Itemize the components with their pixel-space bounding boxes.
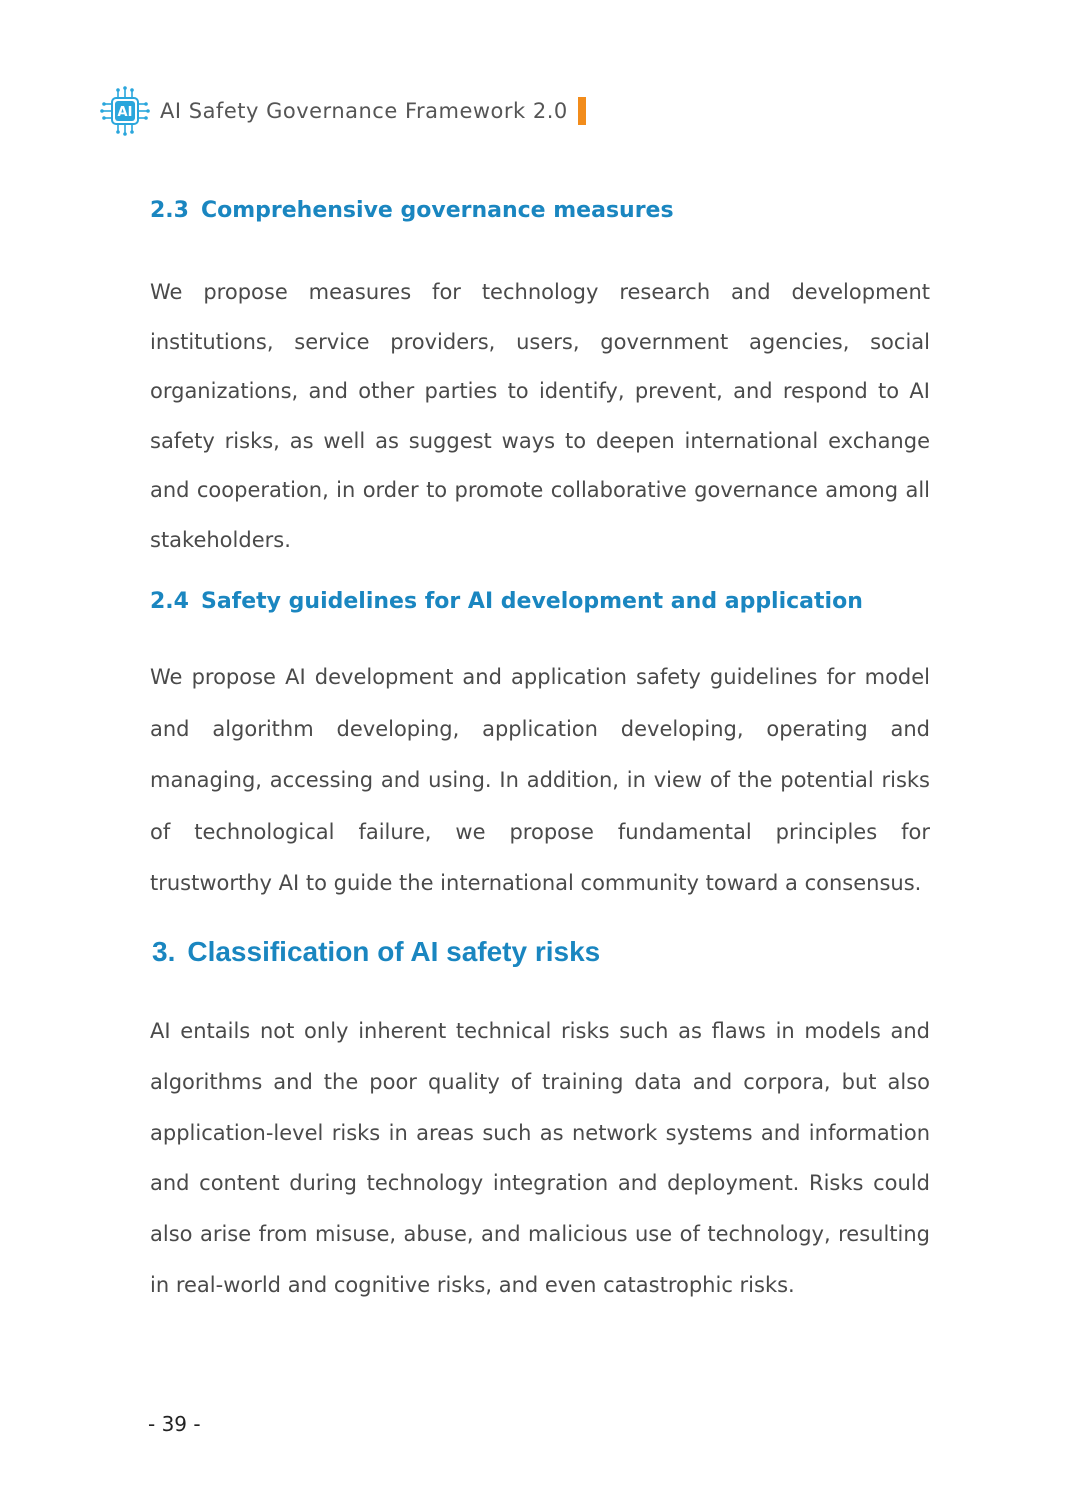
section-title: Safety guidelines for AI development and application — [200, 589, 863, 614]
svg-text:AI: AI — [117, 105, 133, 120]
chapter-title: Classification of AI safety risks — [187, 936, 601, 967]
chapter-3-heading — [152, 936, 600, 968]
page-header — [100, 84, 586, 138]
section-2-3-heading — [150, 198, 674, 223]
ai-chip-icon — [100, 86, 150, 136]
section-2-3-paragraph: We propose measures for technology research and development institutions, service providers, users, government agencies, social organizations, and other parties to identify, prevent, and respond to AI safety risks, as well as suggest ways to deepen international exchange and cooperation, in order to promote collaborative governance among all stakeholders. — [150, 280, 930, 552]
page-number: - 39 - — [148, 1412, 201, 1436]
chapter-number: 3. — [152, 936, 176, 967]
section-title: Comprehensive governance measures — [200, 198, 674, 223]
section-number: 2.3 — [150, 198, 189, 223]
section-3-paragraph: AI entails not only inherent technical risks such as flaws in models and algorithms and the poor quality of training data and corpora, but also application-level risks in areas such as network systems and information and content during technology integration and deployment. Risks could also arise from misuse, abuse, and malicious use of technology, resulting in real-world and cognitive risks, and even catastrophic risks. — [150, 1019, 930, 1297]
document-title: AI Safety Governance Framework 2.0 — [160, 99, 568, 123]
section-2-4-heading — [150, 589, 863, 614]
section-2-4-paragraph: We propose AI development and application safety guidelines for model and algorithm developing, application developing, operating and managing, accessing and using. In addition, in view of the potential risks of technological failure, we propose fundamental principles for trustworthy AI to guide the international community toward a consensus. — [150, 665, 930, 895]
header-accent-bar — [578, 97, 586, 125]
section-number: 2.4 — [150, 589, 189, 614]
